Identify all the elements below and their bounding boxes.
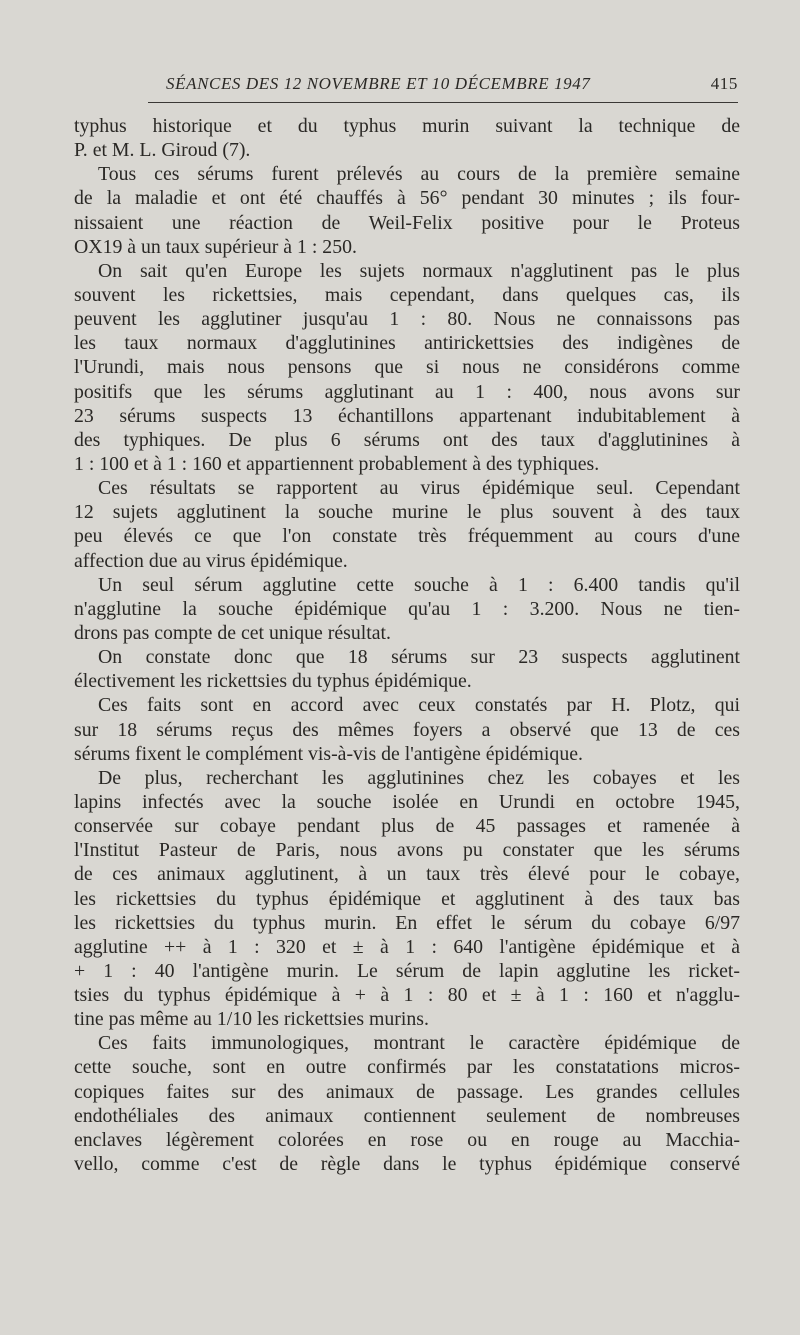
text-line: tine pas même au 1/10 les rickettsies murins. [74,1008,429,1031]
text-line: sur 18 sérums reçus des mêmes foyers a observé que 13 de ces [74,718,740,741]
header-rule [148,102,738,103]
text-line: 1 : 100 et à 1 : 160 et appartiennent probablement à des typhiques. [74,452,600,475]
text-line: cette souche, sont en outre confirmés par les constatations micros- [74,1056,740,1079]
text-line: nissaient une réaction de Weil-Felix positive pour le Proteus [74,211,740,234]
text-line: l'Urundi, mais nous pensons que si nous ne considérons comme [74,356,740,379]
text-line: enclaves légèrement colorées en rose ou en rouge au Macchia- [74,1128,740,1151]
text-line: 23 sérums suspects 13 échantillons appartenant indubitablement à [74,404,740,427]
text-line: Tous ces sérums furent prélevés au cours de la première semaine [98,163,740,186]
text-line: agglutine ++ à 1 : 320 et ± à 1 : 640 l'antigène épidémique et à [74,935,740,958]
text-line: lapins infectés avec la souche isolée en Urundi en octobre 1945, [74,790,740,813]
text-line: les rickettsies du typhus épidémique et agglutinent à des taux bas [74,887,740,910]
text-line: drons pas compte de cet unique résultat. [74,621,391,644]
text-line: de ces animaux agglutinent, à un taux très élevé pour le cobaye, [74,863,740,886]
text-line: copiques faites sur des animaux de passage. Les grandes cellules [74,1080,740,1103]
text-line: Ces faits immunologiques, montrant le caractère épidémique de [98,1032,740,1055]
text-line: typhus historique et du typhus murin suivant la technique de [74,115,740,137]
text-line: peu élevés ce que l'on constate très fréquemment au cours d'une [74,525,740,548]
text-line: des typhiques. De plus 6 sérums ont des taux d'agglutinines à [74,428,740,451]
text-line: positifs que les sérums agglutinant au 1 : 400, nous avons sur [74,380,740,403]
text-line: les taux normaux d'agglutinines antirickettsies des indigènes de [74,332,740,355]
text-line: de la maladie et ont été chauffés à 56° pendant 30 minutes ; ils four- [74,187,740,210]
text-line: peuvent les agglutiner jusqu'au 1 : 80. Nous ne connaissons pas [74,308,740,331]
page-number: 415 [710,74,738,93]
text-line: Ces résultats se rapportent au virus épidémique seul. Cependant [98,477,740,500]
text-line: OX19 à un taux supérieur à 1 : 250. [74,235,357,258]
text-line: conservée sur cobaye pendant plus de 45 passages et ramenée à [74,815,740,838]
text-line: 12 sujets agglutinent la souche murine le plus souvent à des taux [74,501,740,524]
text-line: Un seul sérum agglutine cette souche à 1 : 6.400 tandis qu'il [98,573,740,596]
text-line: les rickettsies du typhus murin. En effet le sérum du cobaye 6/97 [74,911,740,934]
text-line: + 1 : 40 l'antigène murin. Le sérum de lapin agglutine les ricket- [74,959,740,982]
text-line: électivement les rickettsies du typhus épidémique. [74,670,472,693]
text-line: endothéliales des animaux contiennent seulement de nombreuses [74,1104,740,1127]
text-line: n'agglutine la souche épidémique qu'au 1 : 3.200. Nous ne tien- [74,597,740,620]
text-line: De plus, recherchant les agglutinines chez les cobayes et les [98,766,740,789]
text-line: Ces faits sont en accord avec ceux constatés par H. Plotz, qui [98,694,740,717]
text-line: On constate donc que 18 sérums sur 23 suspects agglutinent [98,646,740,669]
text-line: tsies du typhus épidémique à + à 1 : 80 et ± à 1 : 160 et n'agglu- [74,984,740,1007]
body-text [74,114,740,1176]
text-line: sérums fixent le complément vis-à-vis de l'antigène épidémique. [74,742,583,765]
text-line: affection due au virus épidémique. [74,549,348,572]
text-line: P. et M. L. Giroud (7). [74,139,251,162]
text-line: l'Institut Pasteur de Paris, nous avons pu constater que les sérums [74,839,740,862]
text-line: On sait qu'en Europe les sujets normaux n'agglutinent pas le plus [98,259,740,282]
text-line: vello, comme c'est de règle dans le typhus épidémique conservé [74,1153,740,1176]
running-title: SÉANCES DES 12 NOVEMBRE ET 10 DÉCEMBRE 1947 [166,74,591,93]
text-line: souvent les rickettsies, mais cependant, dans quelques cas, ils [74,283,740,306]
